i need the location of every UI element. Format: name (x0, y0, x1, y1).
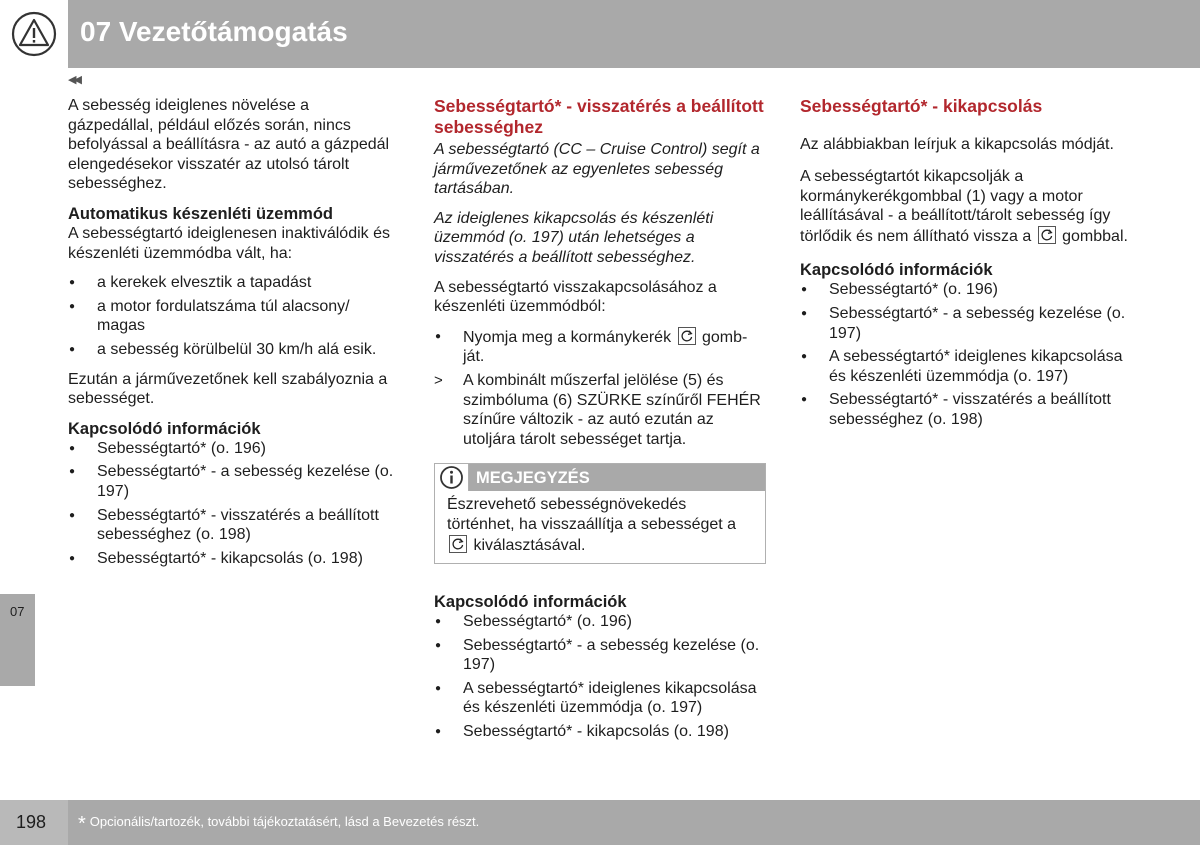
related-list (800, 280, 1136, 429)
note-body (435, 491, 765, 563)
related-link[interactable]: ● Sebességtartó* - a sebesség kezelése (o. 197) (68, 462, 398, 501)
note-header (435, 464, 765, 491)
page-footer (0, 800, 1200, 845)
resume-button-icon (449, 535, 467, 553)
related-heading: Kapcsolódó információk (800, 261, 993, 280)
resume-section-title: Sebességtartó* - visszatérés a beállított sebességhez (434, 96, 764, 137)
step1-text: Nyomja meg a kormánykerék (463, 328, 672, 346)
related-link[interactable]: ● Sebességtartó* - a sebesség kezelése (o. 197) (434, 636, 766, 675)
step1-text-end: gomb-ját. (463, 328, 748, 366)
info-icon (439, 465, 464, 490)
note-text-end: kiválasztásával. (473, 536, 586, 554)
related-link[interactable]: ● Sebességtartó* (o. 196) (800, 280, 1136, 300)
page-number: 198 (16, 812, 47, 832)
list-item: ● a motor fordulatszáma túl alacsony/ magas (68, 297, 398, 336)
chapter-title: 07 Vezetőtámogatás (80, 16, 348, 47)
cruise-intro-italic: A sebességtartó (CC – Cruise Control) segít a járművezetőnek az egyenletes sebesség tartásában. (434, 141, 760, 198)
page-number-box (0, 800, 68, 845)
note-text: Észrevehető sebességnövekedés történhet, ha visszaállítja a sebességet a (447, 496, 737, 533)
footnote-text: Opcionális/tartozék, további tájékoztatásért, lásd a Bevezetés részt. (89, 814, 480, 829)
standby-paragraph: A sebességtartó ideiglenesen inaktiválódik és készenléti üzemmódba vált, ha: (68, 224, 390, 262)
footnote (78, 813, 479, 833)
chapter-side-tab (0, 594, 35, 686)
chapter-tab-label: 07 (10, 604, 25, 619)
list-item: ● a kerekek elvesztik a tapadást (68, 273, 398, 293)
related-link[interactable]: ● Sebességtartó* - a sebesség kezelése (o. 197) (800, 304, 1136, 343)
note-box (434, 463, 766, 564)
deactivate-paragraph (800, 167, 1136, 246)
back-nav-arrows[interactable]: ◀◀ (68, 74, 79, 86)
conditions-list (68, 273, 398, 359)
warning-triangle-icon (11, 11, 57, 57)
list-item: ● a sebesség körülbelül 30 km/h alá esik. (68, 340, 398, 360)
note-icon-box (435, 464, 469, 491)
column-left (68, 96, 398, 578)
header-icon-box (0, 0, 68, 68)
related-link[interactable]: ● Sebességtartó* - kikapcsolás (o. 198) (434, 722, 766, 742)
deactivate-text: A sebességtartót kikapcsolják a kormánykerékgombbal (1) vagy a motor leállításával - a beállított/tárolt sebesség így törlődik és nem állítható vissza a (800, 168, 1111, 245)
deactivate-intro: Az alábbiakban leírjuk a kikapcsolás módját. (800, 135, 1114, 153)
deactivate-section-title: Sebességtartó* - kikapcsolás (800, 96, 1043, 116)
step-result: > A kombinált műszerfal jelölése (5) és szimbóluma (6) SZÜRKE színűről FEHÉR színűre változik - az autó ezután az utoljára tárolt sebességet tartja. (434, 371, 766, 449)
resume-button-icon (678, 327, 696, 345)
related-link[interactable]: ● Sebességtartó* (o. 196) (68, 439, 398, 459)
column-middle (434, 96, 766, 752)
chapter-header (0, 0, 1200, 68)
note-title: MEGJEGYZÉS (476, 469, 590, 488)
reactivate-paragraph: A sebességtartó visszakapcsolásához a készenléti üzemmódból: (434, 278, 717, 316)
column-right (800, 96, 1136, 440)
footnote-star: * (78, 813, 86, 835)
related-link[interactable]: ● Sebességtartó* - visszatérés a beállított sebességhez (o. 198) (800, 390, 1136, 429)
deactivate-text-end: gombbal. (1062, 227, 1128, 245)
related-link[interactable]: ● A sebességtartó* ideiglenes kikapcsolása és készenléti üzemmódja (o. 197) (800, 347, 1136, 386)
overtake-paragraph: A sebesség ideiglenes növelése a gázpedállal, például előzés során, nincs befolyással a beállításra - az autó a gázpedál elengedésekor visszatér az utolsó tárolt sebességhez. (68, 97, 390, 193)
related-list (434, 612, 766, 742)
driver-control-paragraph: Ezután a járművezetőnek kell szabályoznia a sebességet. (68, 370, 388, 408)
standby-heading: Automatikus készenléti üzemmód (68, 204, 333, 223)
steps-list (434, 327, 766, 450)
related-heading: Kapcsolódó információk (68, 419, 261, 438)
related-link[interactable]: ● Sebességtartó* - visszatérés a beállított sebességhez (o. 198) (68, 506, 398, 545)
resume-button-icon (1038, 226, 1056, 244)
related-link[interactable]: ● Sebességtartó* - kikapcsolás (o. 198) (68, 549, 398, 569)
related-link[interactable]: ● Sebességtartó* (o. 196) (434, 612, 766, 632)
step-item (434, 327, 766, 367)
resume-info-italic: Az ideiglenes kikapcsolás és készenléti üzemmód (o. 197) után lehetséges a visszatérés a beállított sebességhez. (434, 209, 714, 266)
related-link[interactable]: ● A sebességtartó* ideiglenes kikapcsolása és készenléti üzemmódja (o. 197) (434, 679, 766, 718)
related-list (68, 439, 398, 569)
related-heading: Kapcsolódó információk (434, 593, 627, 612)
